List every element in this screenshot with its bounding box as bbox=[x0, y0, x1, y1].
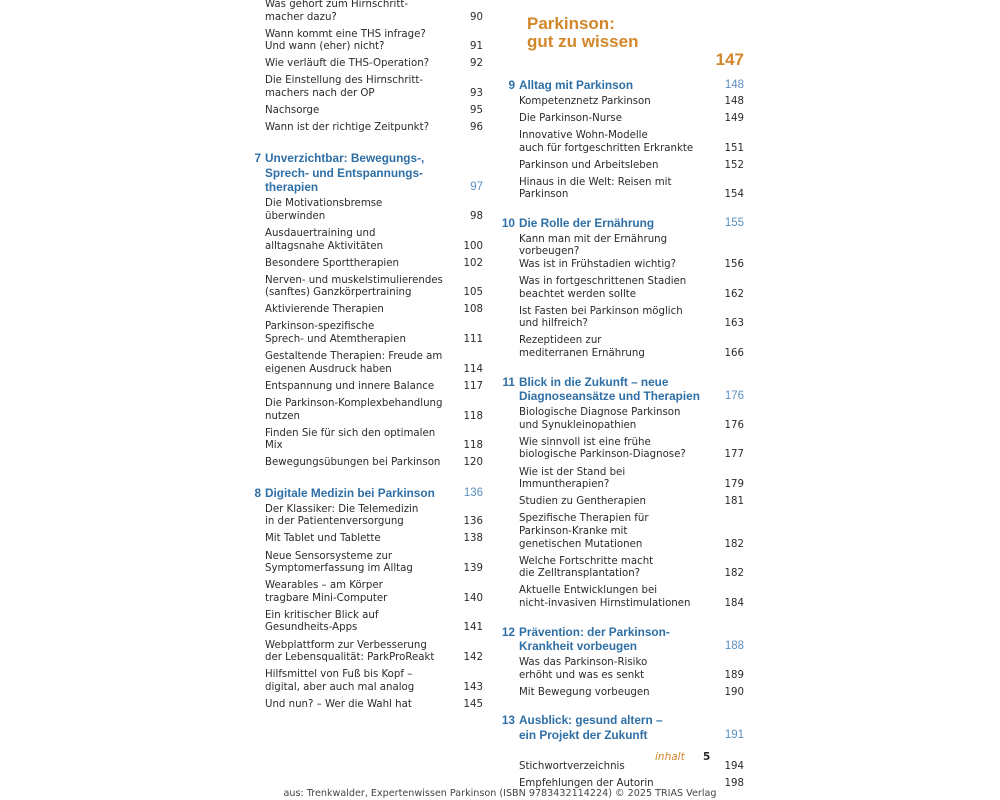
toc-group bbox=[509, 761, 746, 791]
toc-entry-page-number: 118 bbox=[463, 410, 483, 422]
chapter-number: 8 bbox=[254, 485, 261, 500]
chapter-number: 11 bbox=[502, 374, 515, 389]
toc-entry bbox=[255, 29, 485, 54]
toc-entry-page-number: 189 bbox=[724, 669, 744, 681]
chapter-number: 9 bbox=[508, 78, 515, 92]
chapter-heading bbox=[501, 624, 746, 655]
toc-entry bbox=[509, 437, 746, 462]
toc-entry bbox=[255, 504, 485, 529]
toc-entry-title: Kompetenznetz Parkinson bbox=[519, 95, 651, 107]
toc-entry-page-number: 177 bbox=[724, 449, 744, 461]
toc-entry-page-number: 108 bbox=[463, 304, 483, 316]
toc-entry bbox=[509, 113, 746, 126]
source-credit-line: aus: Trenkwalder, Expertenwissen Parkinson (ISBN 9783432114224) © 2025 TRIAS Verlag bbox=[283, 788, 717, 799]
toc-entry-page-number: 120 bbox=[463, 457, 483, 469]
toc-entry-page-number: 149 bbox=[724, 112, 744, 124]
folio-page-number: 5 bbox=[703, 751, 711, 763]
chapter-title: Unverzichtbar: Bewegungs-, Sprech- und Entspannungs- therapien bbox=[265, 150, 425, 195]
toc-entry bbox=[255, 610, 485, 635]
toc-group bbox=[255, 151, 485, 470]
chapter-heading bbox=[501, 713, 746, 743]
chapter-number: 12 bbox=[501, 624, 515, 639]
toc-entry-page-number: 92 bbox=[470, 58, 483, 70]
chapter-title: Prävention: der Parkinson- Krankheit vorbeugen bbox=[519, 624, 670, 654]
toc-entry-title: Aktivierende Therapien bbox=[265, 304, 384, 316]
toc-entry-title: Ist Fasten bei Parkinson möglich und hilfreich? bbox=[519, 305, 683, 330]
toc-entry-page-number: 198 bbox=[724, 778, 744, 790]
toc-entry-page-number: 136 bbox=[463, 516, 483, 528]
toc-entry-page-number: 105 bbox=[463, 287, 483, 299]
toc-entry-page-number: 142 bbox=[463, 652, 483, 664]
chapter-heading bbox=[255, 151, 485, 195]
section-heading bbox=[509, 0, 746, 69]
toc-entry-title: Nachsorge bbox=[265, 105, 320, 117]
chapter-title: Ausblick: gesund altern – ein Projekt der Zukunft bbox=[519, 713, 663, 743]
toc-group bbox=[501, 624, 746, 700]
toc-entry-title: Entspannung und innere Balance bbox=[265, 380, 435, 392]
toc-entry bbox=[255, 321, 485, 346]
toc-entry bbox=[509, 513, 746, 551]
toc-entry-page-number: 114 bbox=[463, 363, 483, 375]
toc-entry bbox=[509, 496, 746, 509]
toc-entry-title: Neue Sensorsysteme zur Symptomerfassung im Alltag bbox=[265, 550, 413, 575]
chapter-page-number: 97 bbox=[470, 181, 483, 194]
toc-entry bbox=[255, 428, 485, 453]
toc-entry bbox=[255, 580, 485, 605]
toc-entry bbox=[509, 234, 746, 272]
toc-group bbox=[502, 374, 746, 611]
toc-entry-page-number: 140 bbox=[463, 592, 483, 604]
toc-entry-title: Was in fortgeschrittenen Stadien beachtet werden sollte bbox=[519, 276, 687, 300]
toc-entry-page-number: 138 bbox=[463, 533, 483, 545]
toc-entry-title: Der Klassiker: Die Telemedizin in der Patientenversorgung bbox=[265, 503, 419, 528]
toc-entry-page-number: 190 bbox=[724, 686, 744, 698]
toc-entry-title: Ein kritischer Blick auf Gesundheits-Apps bbox=[265, 609, 379, 634]
toc-entry-page-number: 151 bbox=[724, 142, 744, 154]
toc-entry bbox=[255, 640, 485, 665]
toc-entry-title: Nerven- und muskelstimulierendes (sanftes) Ganzkörpertraining bbox=[265, 274, 443, 299]
toc-entry bbox=[255, 58, 485, 71]
toc-entry-page-number: 117 bbox=[463, 380, 483, 392]
toc-entry-page-number: 148 bbox=[724, 95, 744, 107]
toc-entry bbox=[509, 335, 746, 360]
toc-group bbox=[255, 0, 485, 135]
toc-entry-title: Wann ist der richtige Zeitpunkt? bbox=[265, 122, 429, 134]
toc-entry bbox=[255, 198, 485, 223]
toc-entry-title: Biologische Diagnose Parkinson und Synukleinopathien bbox=[519, 407, 681, 431]
toc-entry bbox=[509, 467, 746, 492]
toc-entry bbox=[255, 381, 485, 394]
toc-entry-page-number: 162 bbox=[724, 288, 744, 300]
chapter-number: 7 bbox=[254, 150, 261, 165]
toc-entry-title: Welche Fortschritte macht die Zelltransplantation? bbox=[519, 555, 654, 580]
toc-entry-page-number: 90 bbox=[470, 11, 483, 23]
toc-entry bbox=[509, 306, 746, 331]
toc-entry-title: Parkinson und Arbeitsleben bbox=[519, 159, 659, 171]
toc-entry-page-number: 96 bbox=[470, 122, 483, 134]
toc-entry bbox=[255, 228, 485, 253]
toc-entry bbox=[509, 687, 746, 700]
toc-group bbox=[509, 78, 746, 202]
chapter-page-number: 176 bbox=[724, 390, 744, 403]
chapter-number: 13 bbox=[501, 713, 515, 728]
toc-entry-page-number: 141 bbox=[463, 622, 483, 634]
toc-entry-title: Studien zu Gentherapien bbox=[519, 496, 647, 508]
toc-entry-title: Die Einstellung des Hirnschritt- machers nach der OP bbox=[265, 75, 424, 100]
chapter-page-number: 188 bbox=[724, 640, 744, 653]
toc-entry-title: Parkinson-spezifische Sprech- und Atemtherapien bbox=[265, 321, 406, 346]
page-folio bbox=[655, 751, 711, 763]
toc-entry-title: Empfehlungen der Autorin bbox=[519, 778, 654, 790]
toc-entry bbox=[255, 669, 485, 694]
toc-entry bbox=[255, 457, 485, 470]
toc-entry bbox=[509, 177, 746, 202]
toc-entry-title: Wearables – am Körper tragbare Mini-Computer bbox=[265, 580, 388, 604]
toc-entry bbox=[255, 75, 485, 100]
toc-entry-page-number: 179 bbox=[724, 479, 744, 491]
toc-entry-title: Finden Sie für sich den optimalen Mix bbox=[265, 427, 436, 452]
toc-entry-title: Innovative Wohn-Modelle auch für fortgeschritten Erkrankte bbox=[519, 129, 694, 154]
toc-entry bbox=[509, 585, 746, 610]
chapter-page-number: 136 bbox=[463, 486, 483, 499]
section-page-number: 147 bbox=[715, 50, 744, 69]
toc-right-column bbox=[501, 0, 746, 795]
toc-entry-page-number: 95 bbox=[470, 105, 483, 117]
toc-entry bbox=[509, 407, 746, 432]
toc-entry-page-number: 194 bbox=[724, 760, 744, 772]
toc-entry-title: Die Motivationsbremse überwinden bbox=[265, 198, 383, 222]
toc-entry-page-number: 184 bbox=[724, 597, 744, 609]
toc-entry-title: Gestaltende Therapien: Freude am eigenen Ausdruck haben bbox=[265, 351, 443, 375]
chapter-page-number: 155 bbox=[724, 216, 744, 229]
toc-entry-page-number: 154 bbox=[724, 189, 744, 201]
toc-entry bbox=[255, 304, 485, 317]
toc-entry-page-number: 182 bbox=[724, 568, 744, 580]
chapter-heading bbox=[255, 486, 485, 501]
toc-entry-title: Hinaus in die Welt: Reisen mit Parkinson bbox=[519, 176, 672, 201]
toc-entry-title: Kann man mit der Ernährung vorbeugen? Was ist in Frühstadien wichtig? bbox=[519, 233, 677, 270]
toc-left-column bbox=[255, 0, 485, 716]
toc-entry bbox=[509, 276, 746, 301]
toc-entry bbox=[255, 699, 485, 712]
toc-entry-page-number: 93 bbox=[470, 88, 483, 100]
toc-entry bbox=[255, 551, 485, 576]
folio-label: inhalt bbox=[655, 751, 685, 763]
chapter-heading bbox=[502, 374, 746, 405]
chapter-title: Alltag mit Parkinson bbox=[519, 78, 634, 92]
toc-entry-title: Was gehört zum Hirnschritt- macher dazu? bbox=[265, 0, 409, 23]
chapter-title: Die Rolle der Ernährung bbox=[519, 215, 655, 230]
toc-group bbox=[255, 486, 485, 712]
toc-entry-title: Stichwortverzeichnis bbox=[519, 760, 625, 772]
toc-entry-title: Hilfsmittel von Fuß bis Kopf – digital, aber auch mal analog bbox=[265, 669, 415, 693]
toc-entry bbox=[509, 657, 746, 682]
chapter-title: Blick in die Zukunft – neue Diagnoseansätze und Therapien bbox=[519, 374, 700, 404]
chapter-number: 10 bbox=[501, 215, 515, 230]
toc-entry-title: Bewegungsübungen bei Parkinson bbox=[265, 457, 441, 469]
toc-entry-page-number: 118 bbox=[463, 440, 483, 452]
toc-entry-title: Wann kommt eine THS infrage? Und wann (eher) nicht? bbox=[265, 28, 426, 53]
toc-entry-page-number: 166 bbox=[724, 348, 744, 359]
toc-entry-page-number: 152 bbox=[724, 159, 744, 171]
toc-entry-page-number: 182 bbox=[724, 538, 744, 550]
chapter-page-number: 148 bbox=[724, 79, 744, 91]
toc-entry-title: Webplattform zur Verbesserung der Lebensqualität: ParkProReakt bbox=[265, 639, 435, 664]
toc-entry-page-number: 181 bbox=[724, 496, 744, 508]
chapter-heading bbox=[501, 215, 746, 231]
toc-group bbox=[501, 713, 746, 743]
toc-group bbox=[501, 215, 746, 361]
chapter-heading bbox=[509, 78, 746, 93]
toc-entry bbox=[255, 351, 485, 376]
chapter-title: Digitale Medizin bei Parkinson bbox=[265, 485, 435, 500]
toc-entry-page-number: 111 bbox=[463, 334, 483, 346]
toc-entry-page-number: 143 bbox=[463, 681, 483, 693]
toc-entry-title: Aktuelle Entwicklungen bei nicht-invasiven Hirnstimulationen bbox=[519, 585, 691, 609]
toc-entry-title: Besondere Sporttherapien bbox=[265, 257, 399, 269]
toc-entry-page-number: 91 bbox=[470, 41, 483, 53]
toc-entry bbox=[509, 761, 746, 774]
toc-entry-page-number: 100 bbox=[463, 240, 483, 252]
toc-entry-title: Was das Parkinson-Risiko erhöht und was es senkt bbox=[519, 657, 648, 681]
toc-entry-title: Wie ist der Stand bei Immuntherapien? bbox=[519, 466, 626, 491]
toc-entry-page-number: 98 bbox=[470, 210, 483, 222]
toc-entry-title: Mit Bewegung vorbeugen bbox=[519, 686, 650, 698]
toc-entry bbox=[255, 398, 485, 423]
toc-entry bbox=[255, 122, 485, 135]
toc-entry bbox=[509, 160, 746, 173]
toc-entry-title: Die Parkinson-Nurse bbox=[519, 112, 622, 124]
toc-entry-title: Und nun? – Wer die Wahl hat bbox=[265, 698, 412, 710]
toc-entry-title: Ausdauertraining und alltagsnahe Aktivitäten bbox=[265, 227, 384, 252]
toc-entry-page-number: 102 bbox=[463, 257, 483, 269]
toc-entry-title: Die Parkinson-Komplexbehandlung nutzen bbox=[265, 397, 443, 422]
toc-entry-title: Rezeptideen zur mediterranen Ernährung bbox=[519, 335, 645, 359]
toc-entry-title: Wie verläuft die THS-Operation? bbox=[265, 58, 430, 70]
toc-entry-page-number: 176 bbox=[724, 419, 744, 431]
toc-entry bbox=[509, 556, 746, 581]
chapter-page-number: 191 bbox=[724, 729, 744, 742]
toc-entry bbox=[255, 533, 485, 546]
toc-entry-page-number: 145 bbox=[463, 698, 483, 710]
toc-entry bbox=[255, 275, 485, 300]
toc-entry-title: Mit Tablet und Tablette bbox=[265, 533, 381, 545]
toc-entry-page-number: 156 bbox=[724, 258, 744, 270]
section-title: Parkinson: gut zu wissen bbox=[527, 14, 639, 51]
toc-entry bbox=[509, 130, 746, 155]
toc-entry bbox=[255, 258, 485, 271]
toc-entry bbox=[255, 105, 485, 118]
toc-entry-page-number: 163 bbox=[724, 318, 744, 330]
toc-entry-page-number: 139 bbox=[463, 563, 483, 575]
toc-entry bbox=[255, 0, 485, 24]
toc-entry-title: Wie sinnvoll ist eine frühe biologische Parkinson-Diagnose? bbox=[519, 436, 686, 461]
toc-entry-title: Spezifische Therapien für Parkinson-Kranke mit genetischen Mutationen bbox=[519, 513, 649, 550]
toc-entry bbox=[509, 96, 746, 109]
